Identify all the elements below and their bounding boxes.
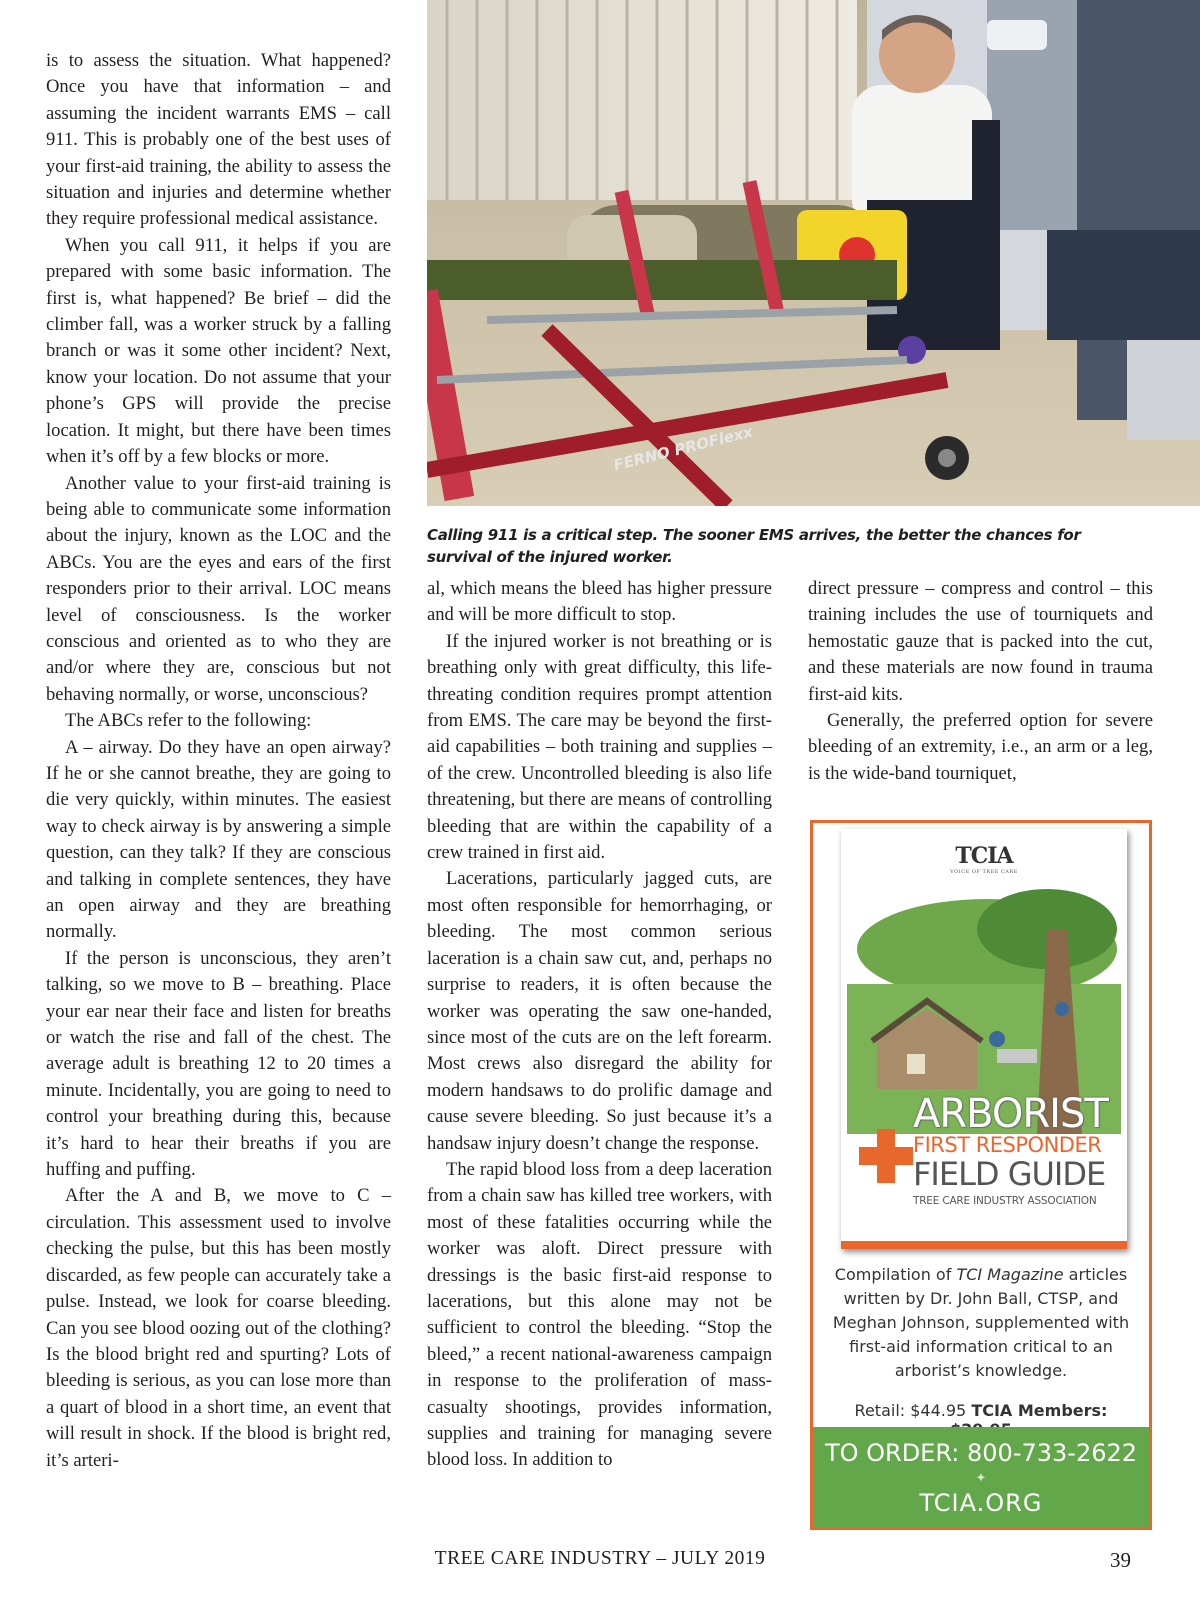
paragraph: is to assess the situation. What happened? Once you have that information – and assuming the incident warrants EMS – call 911. This is probably one of the best uses of your first-aid training, the ability to assess the situation and injuries and determine whether they require professional medical assistance.: [46, 50, 391, 230]
paragraph: Generally, the preferred option for severe bleeding of an extremity, i.e., an arm or a leg, is the wide-band tourniquet,: [808, 710, 1153, 784]
paragraph: Lacerations, particularly jagged cuts, are most often responsible for hemorrhaging, or bleeding. The most common serious laceration is a chain saw cut, and, perhaps no surprise to readers, it is often because the worker was operating the saw one-handed, since most of the cuts are on the left forearm. Most crews also disregard the ability for modern handsaws to do prolific damage and cause severe bleeding. So just because it’s a handsaw injury doesn’t change the response.: [427, 868, 772, 1154]
tcia-logo: [841, 843, 1127, 875]
diamond-separator-icon: ✦: [975, 1471, 987, 1486]
article-column-3: [808, 576, 1153, 787]
article-column-1: [46, 48, 391, 1474]
paragraph: A – airway. Do they have an open airway? If he or she cannot breathe, they are going to die very quickly, within minutes. The easiest way to check airway is by answering a simple question, can they talk? If they are conscious and talking in complete sentences, they have an open airway and they are breathing normally.: [46, 736, 391, 943]
desc-text: Compilation of: [834, 1265, 957, 1284]
stretcher-brand-label: FERNO PROFlexx: [611, 422, 755, 475]
order-phone-line[interactable]: [813, 1439, 1149, 1467]
logo-text: TCIA: [955, 843, 1013, 869]
paragraph: The ABCs refer to the following:: [65, 710, 312, 732]
desc-text: articles written by Dr. John Ball, CTSP, and Meghan Johnson, supplemented with first-aid information critical to an arborist’s knowledge.: [832, 1265, 1130, 1380]
publication-footer: TREE CARE INDUSTRY – JULY 2019: [434, 1548, 766, 1569]
photo-caption: Calling 911 is a critical step. The sooner EMS arrives, the better the chances for survival of the injured worker.: [427, 526, 1081, 566]
publisher-name: TREE CARE INDUSTRY ASSOCIATION: [913, 1195, 1097, 1207]
order-label: TO ORDER:: [824, 1439, 960, 1467]
page-number: 39: [1110, 1548, 1131, 1572]
paragraph: When you call 911, it helps if you are prepared with some basic information. The first is, what happened? Be brief – did the climber fall, was a worker struck by a falling branch or was it some other incident? Next, know your location. Do not assume that your phone’s GPS will provide the precise location. It might, but there have been times when it’s off by a few blocks or more.: [46, 234, 391, 468]
title-first-responder: FIRST RESPONDER: [913, 1133, 1102, 1157]
medical-cross-icon: [859, 1129, 913, 1183]
ems-stretcher-photo: [427, 0, 1200, 506]
paragraph: After the A and B, we move to C – circulation. This assessment used to involve checking the pulse, but this has been mostly discarded, as few people can accurately take a pulse. Instead, we look for coarse bleeding. Can you see blood oozing out of the clothing? Is the blood bright red and spurting? Lots of bleeding is serious, as you can lose more than a quart of blood in a short time, an event that will result in shock. If the blood is bright red, it’s arteri-: [46, 1185, 391, 1471]
paragraph: direct pressure – compress and control – this training includes the use of tourniquets and hemostatic gauze that is packed into the cut, and these materials are now found in trauma first-aid kits.: [808, 578, 1153, 705]
paragraph: If the injured worker is not breathing or is breathing only with great difficulty, this life-threating condition requires prompt attention from EMS. The care may be beyond the first-aid capabilities – both training and supplies – of the crew. Uncontrolled bleeding is also life threatening, but there are means of controlling bleeding that are within the capability of a crew trained in first aid.: [427, 630, 772, 864]
article-column-2: [427, 576, 772, 1474]
photo-illustration: [427, 0, 1200, 506]
book-cover: [841, 829, 1127, 1249]
paragraph: Another value to your first-aid training is being able to communicate some information about the injury, known as the LOC and the ABCs. You are the eyes and ears of the first responders prior to their arrival. LOC means level of consciousness. Is the worker conscious and oriented as to who they are and/or where they are, conscious but not behaving normally, or worse, unconscious?: [46, 472, 391, 705]
order-phone[interactable]: 800-733-2622: [967, 1439, 1138, 1467]
retail-price: Retail: $44.95: [854, 1401, 967, 1420]
magazine-name: TCI Magazine: [956, 1265, 1064, 1284]
cover-accent-bar: [841, 1241, 1127, 1249]
field-guide-advertisement[interactable]: [810, 820, 1152, 1530]
title-arborist: ARBORIST: [913, 1091, 1108, 1137]
website-link[interactable]: TCIA.ORG: [919, 1489, 1043, 1517]
order-banner[interactable]: [813, 1427, 1149, 1527]
title-field-guide: FIELD GUIDE: [913, 1155, 1106, 1193]
paragraph: al, which means the bleed has higher pressure and will be more difficult to stop.: [427, 578, 772, 626]
logo-tagline: VOICE OF TREE CARE: [950, 869, 1018, 875]
member-price: TCIA Members:: [971, 1401, 1108, 1420]
paragraph: If the person is unconscious, they aren’t talking, so we move to B – breathing. Place your ear near their face and listen for breaths or watch the rise and fall of the chest. The average adult is breathing 12 to 20 times a minute. Incidentally, you are going to need to control your breathing during this, because it’s hard to hear their breaths if you are huffing and puffing.: [46, 947, 391, 1181]
ad-description: [823, 1263, 1139, 1383]
paragraph: The rapid blood loss from a deep laceration from a chain saw has killed tree workers, with most of these fatalities occurring while the worker was aloft. Direct pressure with dressings is the basic first-aid response to lacerations, but this alone may not be sufficient to control the bleeding. “Stop the bleed,” a recent national-awareness campaign in response to the proliferation of mass-casualty shootings, provides information, supplies and training for managing severe blood loss. In addition to: [427, 1158, 772, 1471]
